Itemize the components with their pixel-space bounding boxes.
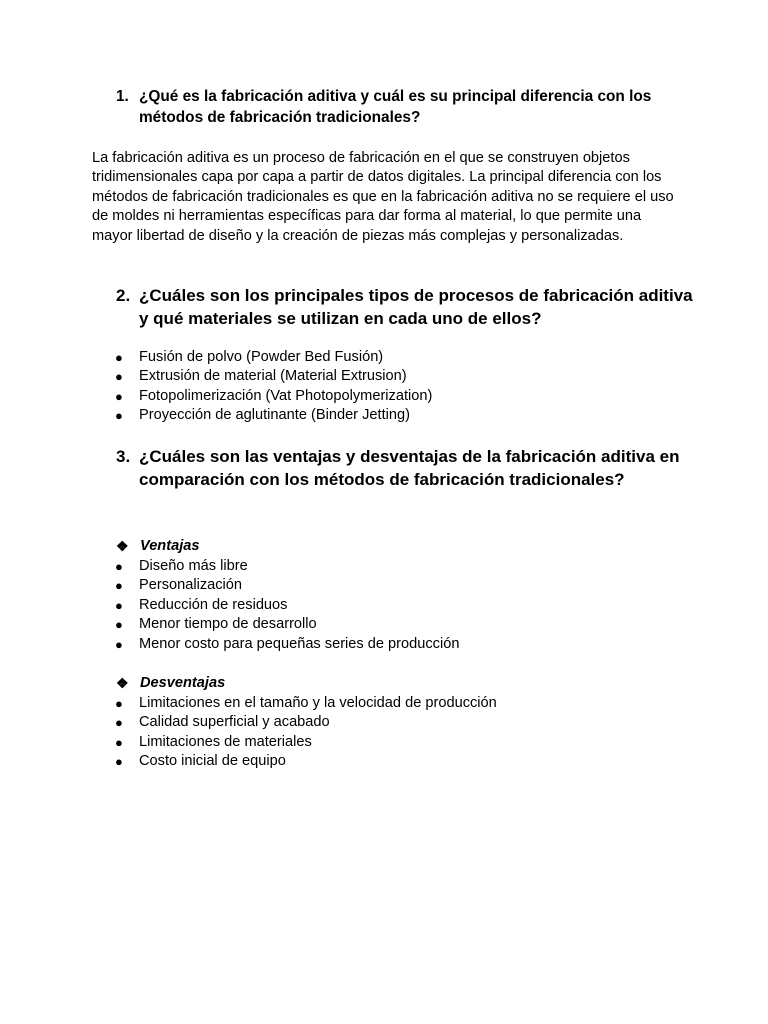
question-1-number: 1. xyxy=(116,88,129,105)
question-3-number: 3. xyxy=(116,447,131,466)
desventajas-title: Desventajas xyxy=(140,675,226,691)
bullet-icon: ● xyxy=(115,617,123,633)
list-item-text: Menor tiempo de desarrollo xyxy=(139,616,317,633)
answer-1-paragraph: La fabricación aditiva es un proceso de fabricación en el que se construyen objetos tridimensionales capa por capa a partir de datos digitales. La principal diferencia con los métodos de fabricación tradicionales es que en la fabricación aditiva no se requiere el uso de moldes ni herramientas específicas para dar forma al material, lo que permite una mayor libertad de diseño y la creación de piezas más complejas y personalizadas. xyxy=(92,150,674,244)
list-item-text: Personalización xyxy=(139,577,243,594)
question-1-text: ¿Qué es la fabricación aditiva y cuál es su principal diferencia con los métodos de fabricación tradicionales? xyxy=(139,88,652,126)
question-3 xyxy=(116,445,696,491)
list-item-text: Calidad superficial y acabado xyxy=(139,714,330,731)
list-item-text: Limitaciones en el tamaño y la velocidad de producción xyxy=(139,695,497,711)
list-item-text: Proyección de aglutinante (Binder Jetting) xyxy=(139,407,410,424)
bullet-icon: ● xyxy=(115,734,123,750)
bullet-icon: ● xyxy=(115,696,123,711)
question-1 xyxy=(116,87,696,128)
list-item-text: Costo inicial de equipo xyxy=(139,753,286,770)
bullet-icon: ● xyxy=(115,350,123,365)
bullet-icon: ● xyxy=(115,408,123,424)
question-2-text: ¿Cuáles son los principales tipos de procesos de fabricación aditiva y qué materiales se utilizan en cada uno de ellos? xyxy=(139,286,693,328)
bullet-icon: ● xyxy=(115,715,123,731)
list-item-text: Diseño más libre xyxy=(139,558,248,574)
list-item-text: Fusión de polvo (Powder Bed Fusión) xyxy=(139,349,384,365)
list-item-text: Fotopolimerización (Vat Photopolymerization) xyxy=(139,387,433,404)
ventajas-title: Ventajas xyxy=(140,538,200,554)
bullet-icon: ● xyxy=(115,578,123,594)
question-2 xyxy=(116,284,696,330)
bullet-icon: ● xyxy=(115,559,123,574)
bullet-icon: ● xyxy=(115,636,123,652)
list-item-text: Reducción de residuos xyxy=(139,596,288,613)
bullet-icon: ● xyxy=(115,369,123,385)
list-item-text: Limitaciones de materiales xyxy=(139,733,312,750)
list-item-text: Menor costo para pequeñas series de producción xyxy=(139,635,460,652)
diamond-bullet-icon: ❖ xyxy=(116,538,129,554)
diamond-bullet-icon: ❖ xyxy=(116,675,129,691)
list-item-text: Extrusión de material (Material Extrusion) xyxy=(139,368,407,385)
question-2-number: 2. xyxy=(116,286,131,305)
bullet-icon: ● xyxy=(115,754,123,770)
question-3-text: ¿Cuáles son las ventajas y desventajas de la fabricación aditiva en comparación con los métodos de fabricación tradicionales? xyxy=(139,447,680,489)
bullet-icon: ● xyxy=(115,388,123,404)
bullet-icon: ● xyxy=(115,597,123,613)
